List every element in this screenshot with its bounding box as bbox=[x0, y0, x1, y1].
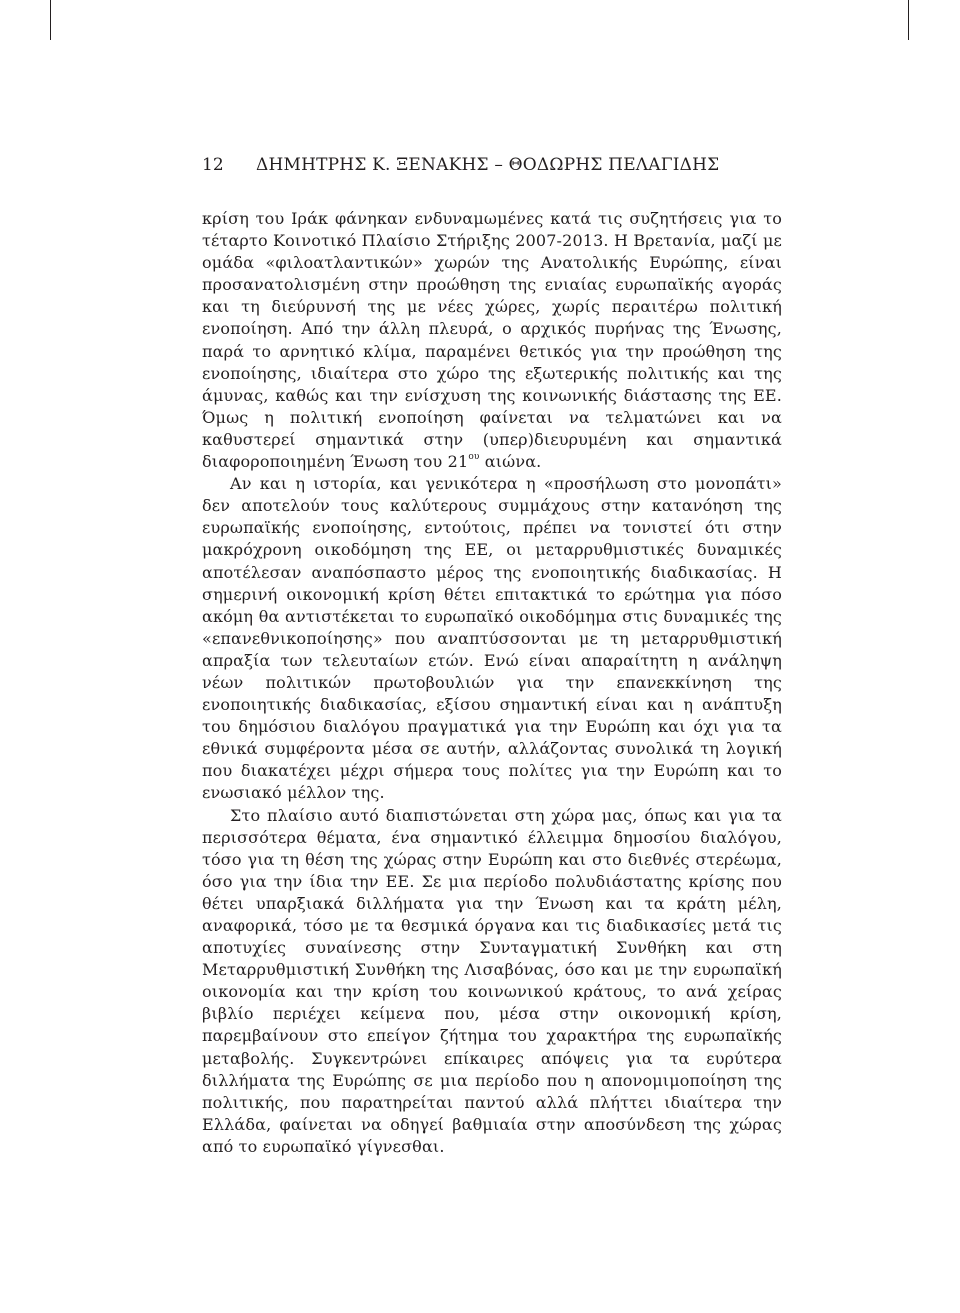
paragraph-3: Στο πλαίσιο αυτό διαπιστώνεται στη χώρα μας, όπως και για τα περισσότερα θέματα, ένα σημαντικό έλλειμμα δημοσίου διαλόγου, τόσο για τη θέση της χώρας στην Ευρώπη και στο διεθνές στερέωμα, όσο για την ίδια την ΕΕ. Σε μια περίοδο πολυδιάστατης κρίσης που θέτει υπαρξιακά διλλήματα για την Ένωση και τα κράτη μέλη, αναφορικά, τόσο με τα θεσμικά όργανα και τις διαδικασίες μετά τις αποτυχίες συναίνεσης στην Συνταγματική Συνθήκη και στη Μεταρρυθμιστική Συνθήκη της Λισαβόνας, όσο και με την ευρωπαϊκή οικονομία και την κρίση του κοινωνικού κράτους, το ανά χείρας βιβλίο περιέχει κείμενα που, μέσα στην οικονομική κρίση, παρεμβαίνουν στο επείγον ζήτημα του χαρακτήρα της ευρωπαϊκής μεταβολής. Συγκεντρώνει επίκαιρες απόψεις για τα ευρύτερα διλλήματα της Ευρώπης σε μια περίοδο που η απονομιμοποίηση της πολιτικής, που παρατηρείται παντού αλλά πλήττει ιδιαίτερα την Ελλάδα, φαίνεται να οδηγεί βαθμιαία στην αποσύνδεση της χώρας από το ευρωπαϊκό γίγνεσθαι. bbox=[202, 805, 782, 1156]
paragraph-1-end: αιώνα. bbox=[479, 452, 542, 472]
body-text bbox=[202, 208, 782, 1158]
crop-mark-left bbox=[50, 0, 51, 40]
paragraph-1-text: κρίση του Ιράκ φάνηκαν ενδυναμωμένες κατά τις συζητήσεις για το τέταρτο Κοινοτικό Πλαίσιο Στήριξης 2007-2013. Η Βρετανία, μαζί με ομάδα «φιλοατλαντικών» χωρών της Ανατολικής Ευρώπης, είναι προσανατολισμένη στην προώθηση της ενιαίας ευρωπαϊκής αγοράς και τη διεύρυνσή της με νέες χώρες, χωρίς περαιτέρω πολιτική ενοποίηση. Από την άλλη πλευρά, ο αρχικός πυρήνας της Ένωσης, παρά το αρνητικό κλίμα, παραμένει θετικός για την προώθηση της ενοποίησης, ιδιαίτερα στο χώρο της εξωτερικής πολιτικής και της άμυνας, καθώς και την ενίσχυση της κοινωνικής διάστασης της ΕΕ. Όμως η πολιτική ενοποίηση φαίνεται να τελματώνει και να καθυστερεί σημαντικά στην (υπερ)διευρυμένη και σημαντικά διαφοροποιημένη Ένωση του 21 bbox=[202, 209, 782, 472]
running-title: ΔΗΜΗΤΡΗΣ Κ. ΞΕΝΑΚΗΣ – ΘΟΔΩΡΗΣ ΠΕΛΑΓΙΔΗΣ bbox=[256, 155, 720, 175]
page-number: 12 bbox=[202, 155, 224, 175]
ordinal-superscript: ου bbox=[468, 452, 480, 463]
page-header bbox=[202, 154, 762, 176]
paragraph-1 bbox=[202, 208, 782, 473]
crop-mark-right bbox=[908, 0, 909, 40]
paragraph-2: Αν και η ιστορία, και γενικότερα η «προσήλωση στο μονοπάτι» δεν αποτελούν τους καλύτερους συμμάχους στην κατανόηση της ευρωπαϊκής ενοποίησης, εντούτοις, πρέπει να τονιστεί ότι στην μακρόχρονη οικοδόμηση της ΕΕ, οι μεταρρυθμιστικές δυναμικές αποτέλεσαν αναπόσπαστο μέρος της ενοποιητικής διαδικασίας. Η σημερινή οικονομική κρίση θέτει επιτακτικά το ερώτημα για πόσο ακόμη θα αντιστέκεται το ευρωπαϊκό οικοδόμημα στις δυναμικές της «επανεθνικοποίησης» που αναπτύσσονται με τη μεταρρυθμιστική απραξία των τελευταίων ετών. Ενώ είναι απαραίτητη η ανάληψη νέων πολιτικών πρωτοβουλιών για την επανεκκίνηση της ενοποιητικής διαδικασίας, εξίσου σημαντική είναι και η ανάπτυξη του δημόσιου διαλόγου πραγματικά για την Ευρώπη και όχι για τα εθνικά συμφέροντα μέσα σε αυτήν, αλλάζοντας συνολικά τη λογική που διακατέχει μέχρι σήμερα τους πολίτες για την Ευρώπη και το ενωσιακό μέλλον της. bbox=[202, 474, 782, 803]
